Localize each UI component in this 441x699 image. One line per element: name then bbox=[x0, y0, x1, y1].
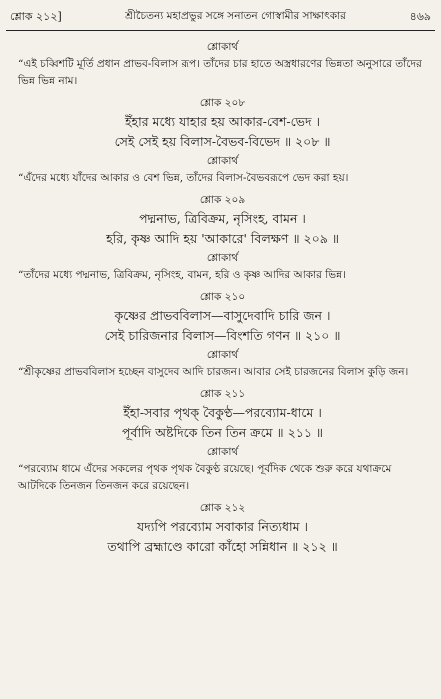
verse-line: তথাপি ব্রহ্মাণ্ডে কারো কাঁহো সন্নিধান ॥ ২১২ ॥ bbox=[107, 539, 338, 554]
page-content bbox=[18, 38, 427, 557]
verse-line: কৃষ্ণের প্রাভববিলাস—বাসুদেবাদি চারি জন । bbox=[114, 308, 331, 323]
header-page-number: ৪৬৯ bbox=[409, 9, 431, 23]
page-header bbox=[10, 8, 431, 26]
translation-paragraph: “তাঁদের মধ্যে পদ্মনাভ, ত্রিবিক্রম, নৃসিংহ, বামন, হরি ও কৃষ্ণ আদির আকার ভিন্ন। bbox=[18, 269, 346, 281]
verse-line: ইঁহার মধ্যে যাহার হয় আকার-বেশ-ভেদ । bbox=[125, 114, 320, 129]
translation-paragraph: “এই চব্বিশটি মূর্তি প্রধান প্রাভব-বিলাস রূপ। তাঁদের চার হাতে অস্ত্রধারণের ভিন্নতা অনুসারে তাঁদের ভিন্ন ভিন্ন নাম। bbox=[18, 58, 422, 87]
translation-paragraph: “এঁদের মধ্যে যাঁদের আকার ও বেশ ভিন্ন, তাঁদের বিলাস-বৈভবরূপে ভেদ করা হয়। bbox=[18, 172, 349, 184]
translation-paragraph: “পরব্যোম ধামে এঁদের সকলের পৃথক পৃথক বৈকুণ্ঠ রয়েছে। পূর্বদিক থেকে শুরু করে যথাক্রমে আটদিকে তিনজন তিনজন করে রয়েছেন। bbox=[18, 463, 392, 492]
verse-line: সেই চারিজনার বিলাস—বিংশতি গণন ॥ ২১০ ॥ bbox=[104, 328, 341, 343]
header-rule bbox=[6, 30, 435, 31]
section-label: শ্লোক ২১১ bbox=[199, 388, 246, 400]
verse-line: সেই সেই হয় বিলাস-বৈভব-বিভেদ ॥ ২০৮ ॥ bbox=[114, 134, 331, 149]
section-label: শ্লোক ২০৮ bbox=[199, 97, 246, 109]
section-label: শ্লোকার্থ bbox=[206, 349, 239, 361]
verse-line: যদ্যপি পরব্যোম সবাকার নিত্যধাম । bbox=[136, 519, 309, 534]
section-label: শ্লোক ২১০ bbox=[199, 291, 246, 303]
header-chapter-title: শ্রীচৈতন্য মহাপ্রভুর সঙ্গে সনাতন গোস্বামীর সাক্ষাৎকার bbox=[125, 9, 346, 22]
section-label: শ্লোকার্থ bbox=[206, 155, 239, 167]
section-label: শ্লোক ২১২ bbox=[199, 502, 246, 514]
verse-line: হরি, কৃষ্ণ আদি হয় 'আকারে' বিলক্ষণ ॥ ২০৯ ॥ bbox=[106, 231, 339, 246]
verse-line: পদ্মনাভ, ত্রিবিক্রম, নৃসিংহ, বামন । bbox=[139, 211, 306, 226]
section-label: শ্লোকার্থ bbox=[206, 252, 239, 264]
verse-line: ইঁহা-সবার পৃথক্ বৈকুণ্ঠ—পরব্যোম-ধামে । bbox=[123, 405, 322, 420]
verse-line: পূর্বাদি অষ্টদিকে তিন তিন ক্রমে ॥ ২১১ ॥ bbox=[122, 425, 323, 440]
section-label: শ্লোকার্থ bbox=[206, 41, 239, 53]
header-verse-ref: শ্লোক ২১২] bbox=[10, 9, 62, 23]
section-label: শ্লোক ২০৯ bbox=[199, 194, 246, 206]
section-label: শ্লোকার্থ bbox=[206, 446, 239, 458]
translation-paragraph: “শ্রীকৃষ্ণের প্রাভববিলাস হচ্ছেন বাসুদেব আদি চারজন। আবার সেই চারজনের বিলাস কুড়ি জন। bbox=[18, 366, 409, 378]
